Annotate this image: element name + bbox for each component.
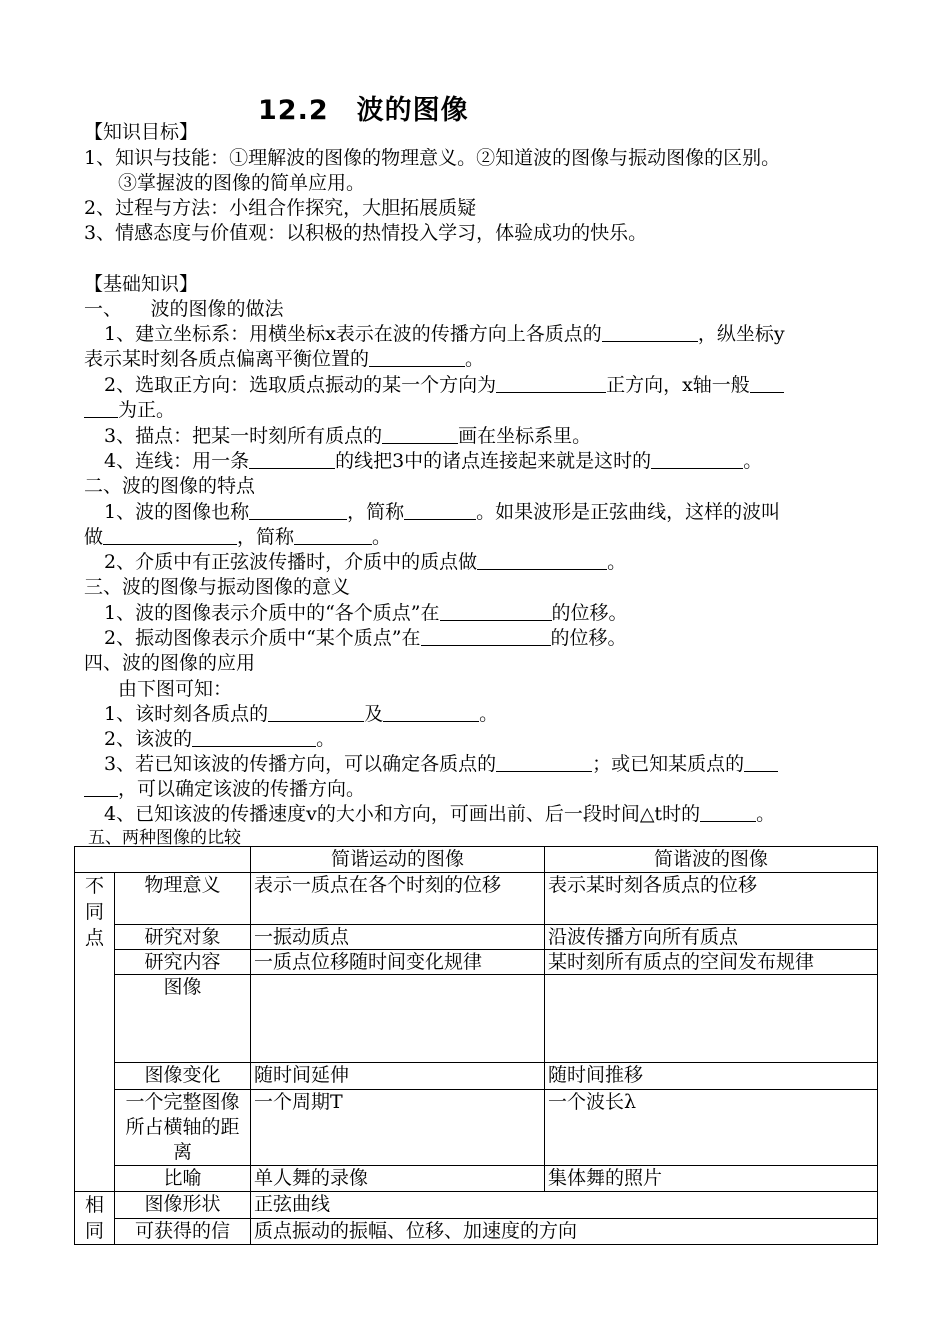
- table-cell: 一个波长λ: [545, 1090, 878, 1166]
- fill-sentence: 4、连线：用一条 的线把3中的诸点连接起来就是这时的 。: [104, 450, 763, 472]
- row-label: 研究对象: [115, 925, 251, 950]
- fill-sentence: 1、建立坐标系：用横坐标x表示在波的传播方向上各质点的 ，纵坐标y: [104, 323, 785, 345]
- table-cell: 一振动质点: [251, 925, 545, 950]
- fill-sentence: 2、该波的 。: [104, 728, 336, 750]
- answer-blank[interactable]: [84, 399, 118, 418]
- table-header-row: [75, 847, 878, 873]
- group-label-same: 相同: [75, 1192, 115, 1245]
- answer-blank[interactable]: [383, 703, 479, 722]
- fill-sentence: ，可以确定该波的传播方向。: [84, 777, 365, 801]
- fill-sentence: 1、该时刻各质点的 及 。: [104, 703, 499, 725]
- section-3-title: 三、波的图像与振动图像的意义: [84, 576, 351, 598]
- answer-blank[interactable]: [84, 778, 118, 797]
- fill-sentence: 做 ，简称 。: [84, 526, 392, 548]
- table-row: [75, 1063, 878, 1090]
- objective-item: 2、过程与方法：小组合作探究，大胆拓展质疑: [84, 197, 477, 219]
- table-cell: 随时间延伸: [251, 1063, 545, 1090]
- answer-blank[interactable]: [602, 323, 698, 342]
- answer-blank[interactable]: [651, 450, 743, 469]
- row-label: 图像: [115, 975, 251, 1063]
- answer-blank[interactable]: [268, 703, 364, 722]
- table-row: [75, 975, 878, 1063]
- answer-blank[interactable]: [440, 602, 552, 621]
- answer-blank[interactable]: [249, 450, 335, 469]
- table-row: [75, 950, 878, 975]
- table-cell: 沿波传播方向所有质点: [545, 925, 878, 950]
- objective-item: 1、知识与技能：①理解波的图像的物理意义。②知道波的图像与振动图像的区别。: [84, 147, 781, 169]
- answer-blank[interactable]: [496, 753, 592, 772]
- row-label: 图像变化: [115, 1063, 251, 1090]
- fill-sentence: 为正。: [84, 398, 175, 422]
- row-label: 可获得的信: [115, 1218, 251, 1245]
- row-label: 研究内容: [115, 950, 251, 975]
- answer-blank[interactable]: [382, 425, 458, 444]
- answer-blank[interactable]: [477, 551, 607, 570]
- answer-blank[interactable]: [404, 501, 476, 520]
- answer-blank[interactable]: [192, 728, 316, 747]
- comparison-table: [74, 846, 878, 1245]
- fill-sentence: 2、振动图像表示介质中“某个质点”在 的位移。: [104, 627, 627, 649]
- table-row: [75, 1192, 878, 1219]
- table-cell: 随时间推移: [545, 1063, 878, 1090]
- basics-heading: 【基础知识】: [84, 273, 199, 295]
- table-cell: 集体舞的照片: [545, 1166, 878, 1192]
- objectives-heading: 【知识目标】: [84, 121, 199, 143]
- fill-sentence: 4、已知该波的传播速度v的大小和方向，可画出前、后一段时间△t时的 。: [104, 803, 776, 825]
- section-5-title: 五、两种图像的比较: [88, 828, 241, 848]
- table-cell: 一质点位移随时间变化规律: [251, 950, 545, 975]
- row-label: 图像形状: [115, 1192, 251, 1219]
- fill-sentence: 3、描点：把某一时刻所有质点的 画在坐标系里。: [104, 425, 592, 447]
- fill-sentence: 3、若已知该波的传播方向，可以确定各质点的 ；或已知某质点的: [104, 752, 778, 776]
- row-label: 比喻: [115, 1166, 251, 1192]
- table-row: [75, 1090, 878, 1166]
- answer-blank[interactable]: [750, 374, 784, 393]
- table-cell: [251, 975, 545, 1063]
- fill-sentence: 2、介质中有正弦波传播时，介质中的质点做 。: [104, 551, 627, 573]
- row-label: 一个完整图像所占横轴的距离: [115, 1090, 251, 1166]
- answer-blank[interactable]: [700, 803, 756, 822]
- answer-blank[interactable]: [294, 526, 372, 545]
- fill-sentence: 1、波的图像表示介质中的“各个质点”在 的位移。: [104, 602, 628, 624]
- fill-sentence: 表示某时刻各质点偏离平衡位置的 。: [84, 348, 485, 370]
- header-cell: 简谐运动的图像: [251, 847, 545, 873]
- section-1-title: 一、 波的图像的做法: [84, 298, 284, 320]
- header-cell: 简谐波的图像: [545, 847, 878, 873]
- table-row: [75, 925, 878, 950]
- table-corner-cell: [75, 847, 251, 873]
- table-cell: 表示一质点在各个时刻的位移: [251, 873, 545, 925]
- answer-blank[interactable]: [744, 753, 778, 772]
- page-title: 12.2 波的图像: [258, 95, 469, 126]
- answer-blank[interactable]: [249, 501, 347, 520]
- group-label-different: 不同点: [75, 873, 115, 1192]
- objective-item: ③掌握波的图像的简单应用。: [118, 172, 366, 194]
- answer-blank[interactable]: [496, 374, 606, 393]
- table-cell: 单人舞的录像: [251, 1166, 545, 1192]
- fill-sentence: 2、选取正方向：选取质点振动的某一个方向为 正方向，x轴一般: [104, 373, 784, 397]
- section-4-intro: 由下图可知：: [118, 678, 233, 700]
- table-cell: 某时刻所有质点的空间发布规律: [545, 950, 878, 975]
- table-cell: [545, 975, 878, 1063]
- row-label: 物理意义: [115, 873, 251, 925]
- objective-item: 3、情感态度与价值观：以积极的热情投入学习，体验成功的快乐。: [84, 222, 648, 244]
- table-cell: 一个周期T: [251, 1090, 545, 1166]
- table-cell: 质点振动的振幅、位移、加速度的方向: [251, 1218, 878, 1245]
- table-cell: 表示某时刻各质点的位移: [545, 873, 878, 925]
- answer-blank[interactable]: [421, 627, 551, 646]
- answer-blank[interactable]: [369, 348, 465, 367]
- table-cell: 正弦曲线: [251, 1192, 878, 1219]
- section-2-title: 二、波的图像的特点: [84, 475, 256, 497]
- answer-blank[interactable]: [103, 526, 237, 545]
- table-row: [75, 873, 878, 925]
- table-row: [75, 1166, 878, 1192]
- fill-sentence: 1、波的图像也称 ，简称 。如果波形是正弦曲线，这样的波叫: [104, 501, 781, 523]
- section-4-title: 四、波的图像的应用: [84, 652, 256, 674]
- table-row: [75, 1218, 878, 1245]
